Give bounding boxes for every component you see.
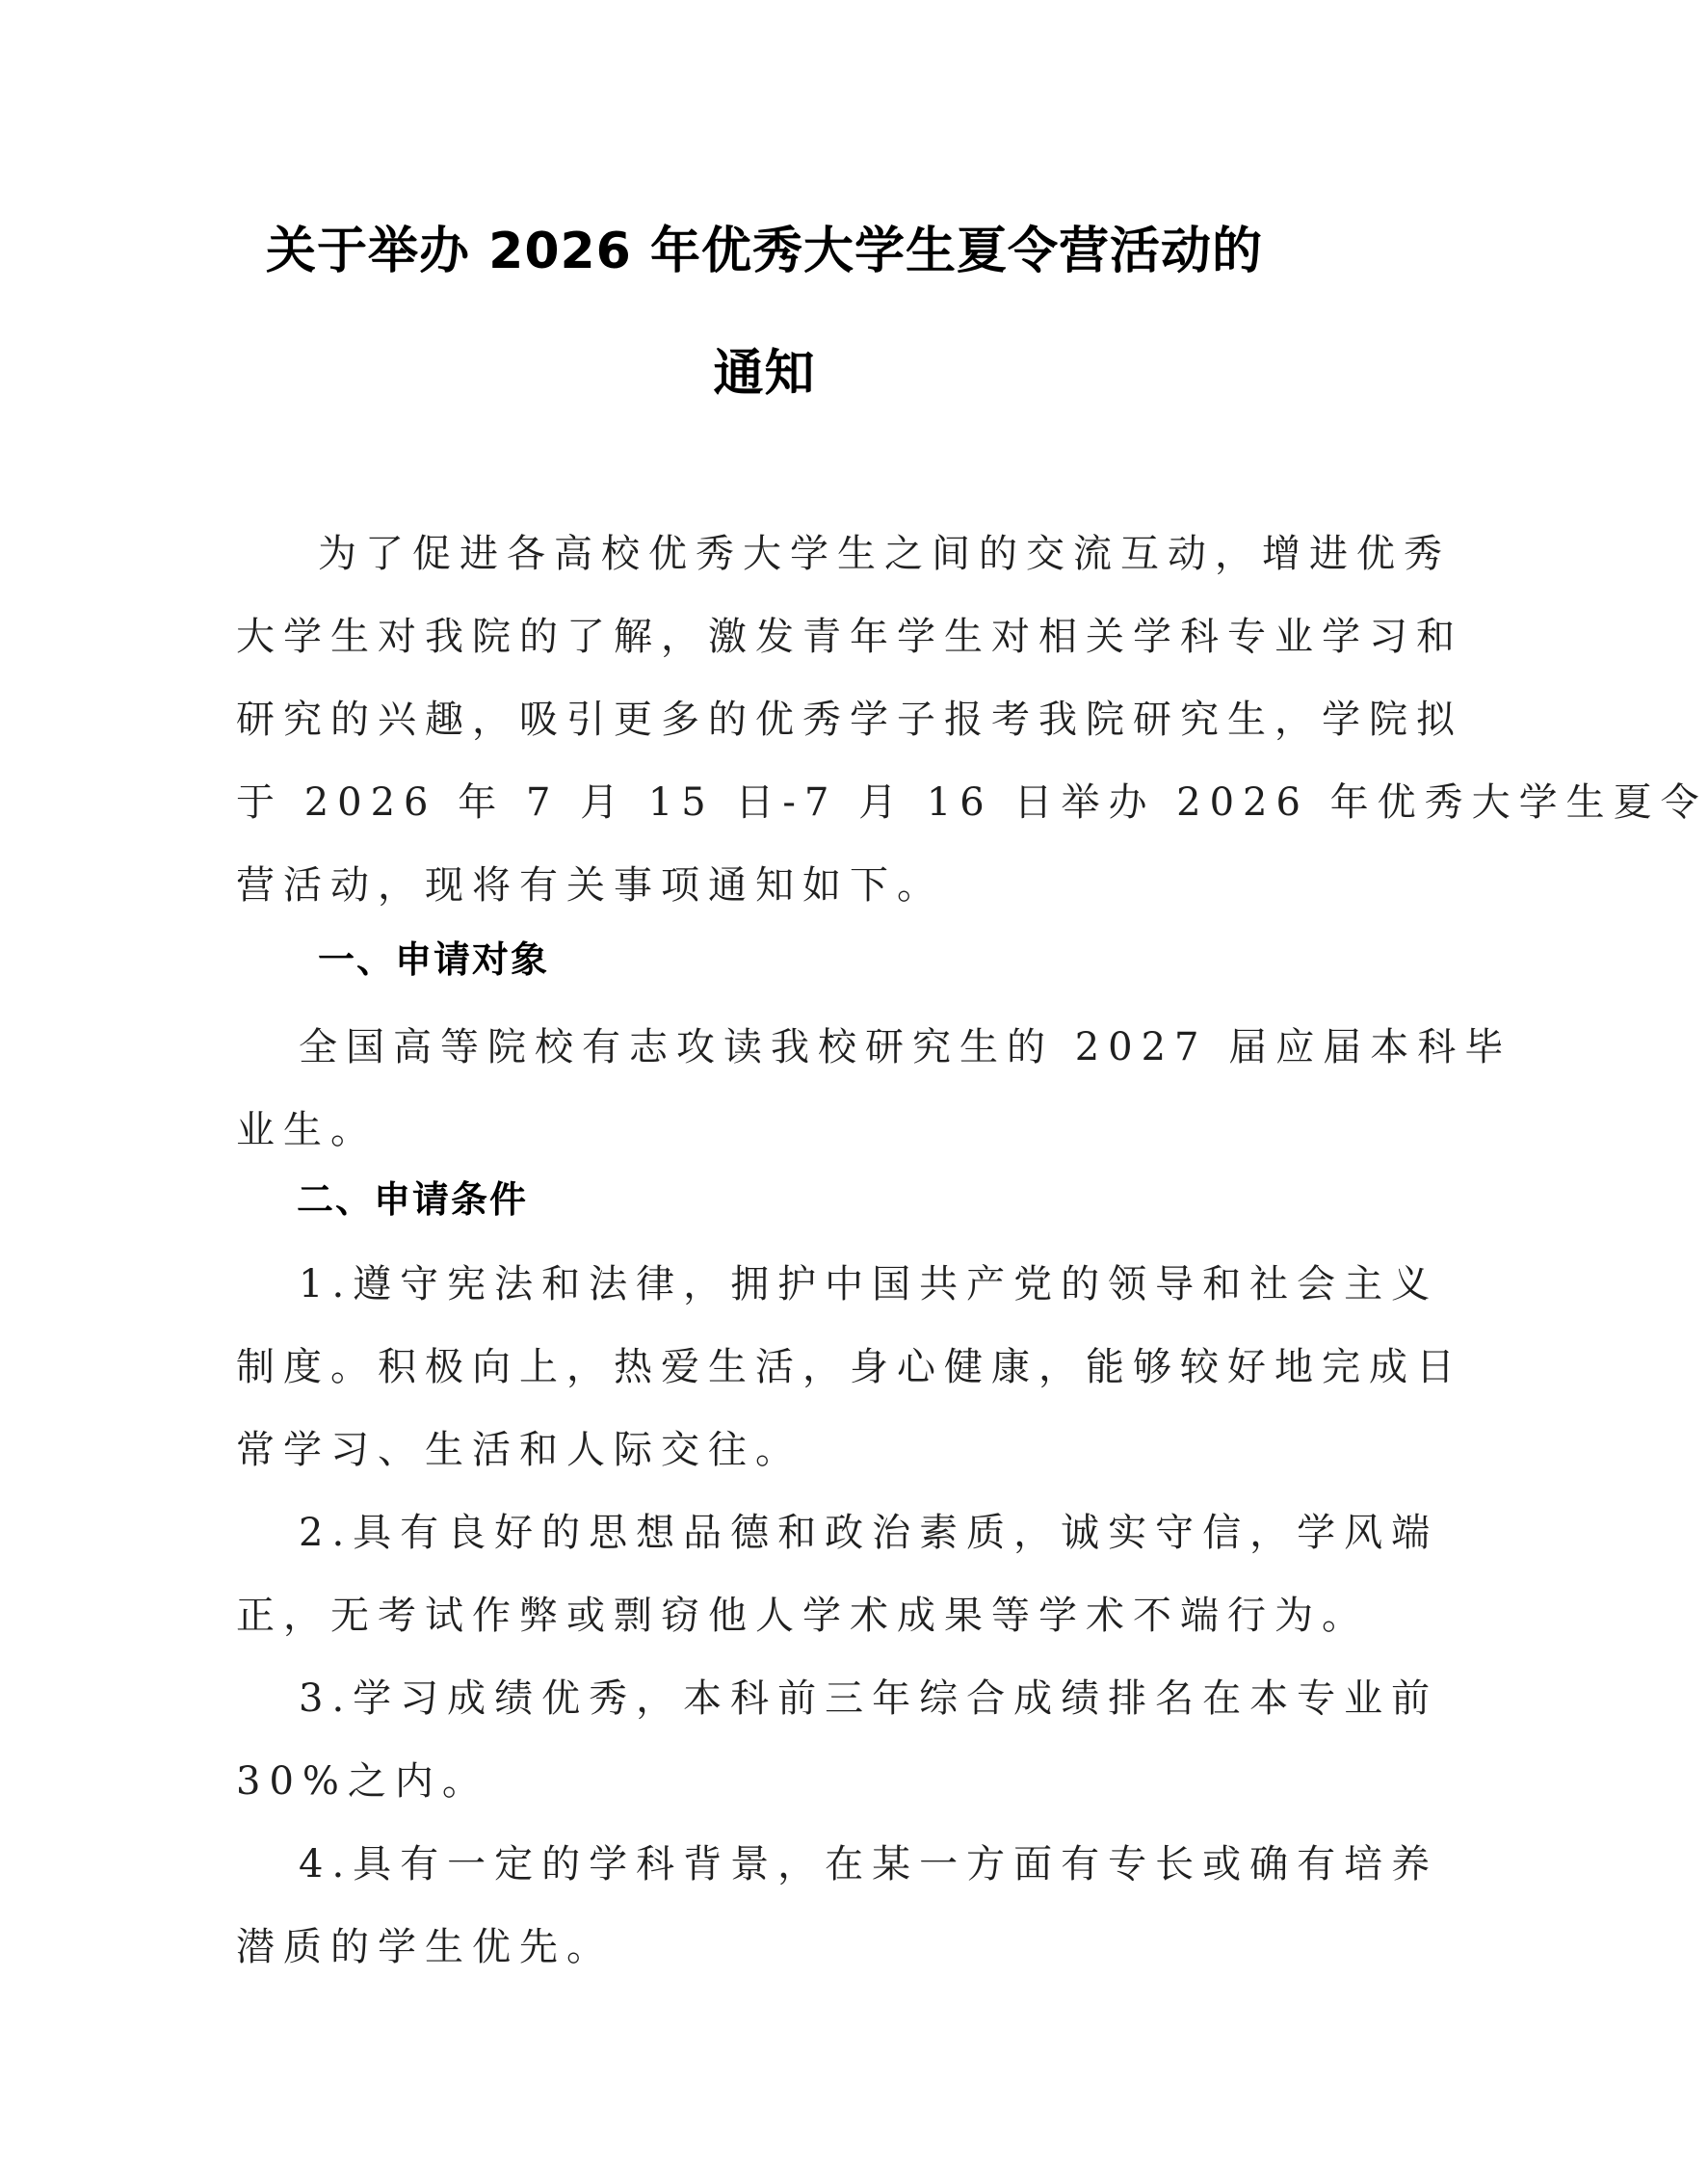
intro-line-3: 研究的兴趣，吸引更多的优秀学子报考我院研究生，学院拟	[236, 698, 1463, 742]
condition-4-line-2: 潜质的学生优先。	[236, 1925, 614, 1969]
section1-line-1: 全国高等院校有志攻读我校研究生的 2027 届应届本科毕	[299, 1025, 1512, 1069]
document-title-line-2: 通知	[713, 345, 816, 403]
intro-line-2: 大学生对我院的了解，激发青年学生对相关学科专业学习和	[236, 615, 1463, 659]
condition-1-line-3: 常学习、生活和人际交往。	[236, 1428, 802, 1472]
intro-line-1: 为了促进各高校优秀大学生之间的交流互动，增进优秀	[318, 532, 1451, 576]
condition-3-line-2: 30%之内。	[236, 1759, 489, 1804]
section-heading-conditions: 二、申请条件	[297, 1178, 529, 1221]
condition-2-line-2: 正，无考试作弊或剽窃他人学术成果等学术不端行为。	[236, 1594, 1369, 1638]
condition-3-line-1: 3.学习成绩优秀，本科前三年综合成绩排名在本专业前	[299, 1676, 1439, 1721]
condition-1-line-2: 制度。积极向上，热爱生活，身心健康，能够较好地完成日	[236, 1345, 1463, 1389]
condition-4-line-1: 4.具有一定的学科背景，在某一方面有专长或确有培养	[299, 1842, 1439, 1886]
section1-line-2: 业生。	[236, 1108, 378, 1152]
intro-line-4: 于 2026 年 7 月 15 日-7 月 16 日举办 2026 年优秀大学生夏令	[236, 780, 1708, 825]
condition-1-line-1: 1.遵守宪法和法律，拥护中国共产党的领导和社会主义	[299, 1262, 1439, 1306]
section-heading-applicants: 一、申请对象	[318, 938, 550, 981]
condition-2-line-1: 2.具有良好的思想品德和政治素质，诚实守信，学风端	[299, 1511, 1439, 1555]
document-title-line-1: 关于举办 2026 年优秀大学生夏令营活动的	[266, 223, 1263, 280]
intro-line-5: 营活动，现将有关事项通知如下。	[236, 863, 944, 908]
